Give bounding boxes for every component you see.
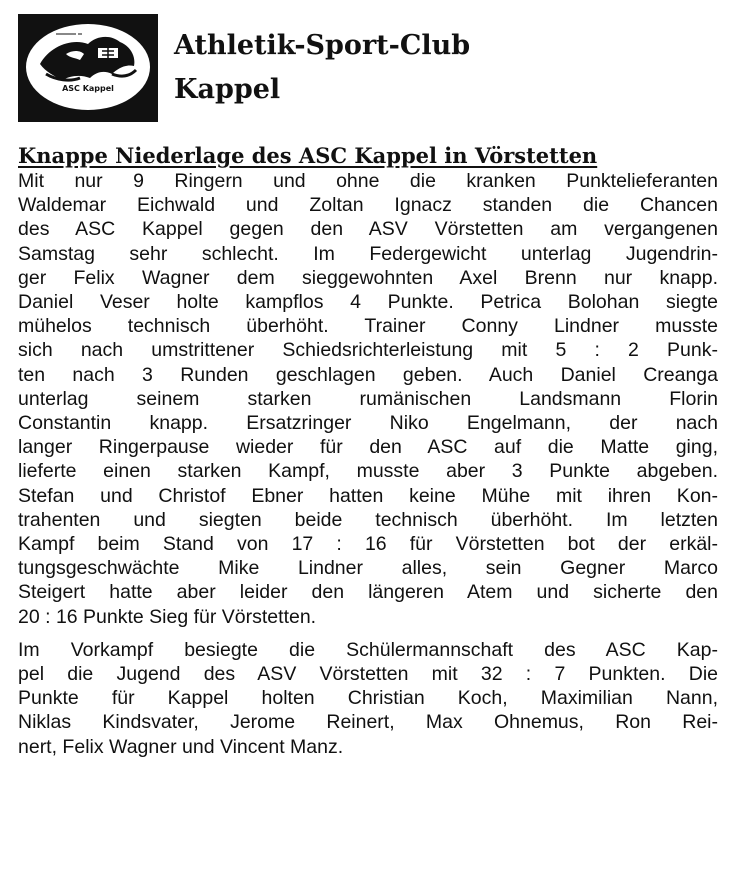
article <box>18 142 718 759</box>
text-line: Punkte für Kappel holten Christian Koch, Maximilian Nann, <box>18 687 718 710</box>
article-paragraph-1 <box>18 169 718 629</box>
text-line: Im Vorkampf besiegte die Schülermannschaft des ASC Kap- <box>18 638 718 661</box>
text-line: Kampf beim Stand von 17 : 16 für Vörstetten bot der erkäl- <box>18 533 718 556</box>
text-line: Constantin knapp. Ersatzringer Niko Engelmann, der nach <box>18 412 718 435</box>
text-line: sich nach umstrittener Schiedsrichterleistung mit 5 : 2 Punk- <box>18 339 718 362</box>
text-line: Daniel Veser holte kampflos 4 Punkte. Petrica Bolohan siegte <box>18 291 718 314</box>
text-line: 20 : 16 Punkte Sieg für Vörstetten. <box>18 605 317 628</box>
club-name <box>174 24 470 112</box>
text-line: ten nach 3 Runden geschlagen geben. Auch Daniel Creanga <box>18 363 718 386</box>
text-line: pel die Jugend des ASV Vörstetten mit 32 : 7 Punkten. Die <box>18 663 718 686</box>
text-line: ger Felix Wagner dem sieggewohnten Axel Brenn nur knapp. <box>18 266 718 289</box>
text-line: Steigert hatte aber leider den längeren Atem und sicherte den <box>18 581 718 604</box>
article-headline: Knappe Niederlage des ASC Kappel in Vörstetten <box>18 143 598 168</box>
wrestlers-icon <box>26 24 150 110</box>
text-line: unterlag seinem starken rumänischen Landsmann Florin <box>18 387 718 410</box>
text-line: tungsgeschwächte Mike Lindner alles, sein Gegner Marco <box>18 557 718 580</box>
club-name-line2: Kappel <box>174 74 281 105</box>
text-line: Niklas Kindsvater, Jerome Reinert, Max Ohnemus, Ron Rei- <box>18 711 718 734</box>
text-line: Mit nur 9 Ringern und ohne die kranken Punktelieferanten <box>18 170 718 192</box>
logo-caption: ASC Kappel <box>62 84 114 93</box>
club-logo <box>18 14 158 122</box>
club-name-line1: Athletik-Sport-Club <box>174 30 471 61</box>
text-line: Waldemar Eichwald und Zoltan Ignacz standen die Chancen <box>18 194 718 217</box>
article-paragraph-2 <box>18 638 718 759</box>
text-line: langer Ringerpause wieder für den ASC auf die Matte ging, <box>18 436 718 459</box>
text-line: lieferte einen starken Kampf, musste aber 3 Punkte abgeben. <box>18 460 718 483</box>
text-line: Samstag sehr schlecht. Im Federgewicht unterlag Jugendrin- <box>18 242 718 265</box>
text-line: mühelos technisch überhöht. Trainer Conny Lindner musste <box>18 315 718 338</box>
text-line: trahenten und siegten beide technisch überhöht. Im letzten <box>18 508 718 531</box>
club-header <box>18 14 718 126</box>
text-line: nert, Felix Wagner und Vincent Manz. <box>18 735 344 758</box>
text-line: des ASC Kappel gegen den ASV Vörstetten am vergangenen <box>18 218 718 241</box>
logo-emblem <box>26 24 150 110</box>
text-line: Stefan und Christof Ebner hatten keine Mühe mit ihren Kon- <box>18 484 718 507</box>
